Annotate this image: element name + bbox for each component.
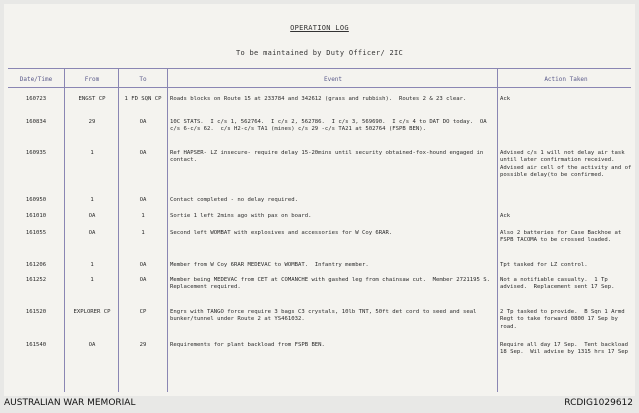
header-top-rule xyxy=(8,68,631,69)
row-event: Contact completed - no delay required. xyxy=(170,197,298,203)
row-date-time: 160834 xyxy=(25,119,47,125)
page-title: OPERATION LOG xyxy=(290,24,349,32)
row-event: Member from W Coy 6RAR MEDEVAC to WOMBAT. Infantry member. xyxy=(170,262,369,268)
header-from: From xyxy=(84,76,100,83)
row-to: OA xyxy=(139,197,147,203)
row-from: 1 xyxy=(90,197,94,203)
row-event: Second left WOMBAT with explosives and accessories for W Coy 6RAR. xyxy=(170,230,393,236)
header-date-time: Date/Time xyxy=(19,76,53,83)
row-to: OA xyxy=(139,277,147,283)
row-date-time: 161520 xyxy=(25,309,47,315)
column-divider xyxy=(167,68,168,392)
row-event: Sortie 1 left 2mins ago with pax on board. xyxy=(170,213,312,219)
column-divider xyxy=(118,68,119,392)
row-date-time: 161540 xyxy=(25,342,47,348)
row-event: Ref HAPSER- LZ insecure- require delay 15-20mins until security obtained-fox-hound engaged in contact. xyxy=(170,150,487,164)
row-from: 1 xyxy=(90,277,94,283)
row-to: OA xyxy=(139,262,147,268)
row-date-time: 161055 xyxy=(25,230,47,236)
row-date-time: 160950 xyxy=(25,197,47,203)
row-to: OA xyxy=(139,119,147,125)
row-action: Also 2 batteries for Case Backhoe at FSPB TACOMA to be crossed loaded. xyxy=(500,230,625,244)
header-to: To xyxy=(139,76,147,83)
archive-reference: RCDIG1029612 xyxy=(564,398,633,408)
header-event: Event xyxy=(323,76,343,83)
row-to: CP xyxy=(139,309,147,315)
column-divider xyxy=(64,68,65,392)
row-date-time: 160723 xyxy=(25,96,47,102)
row-from: 1 xyxy=(90,262,94,268)
row-action: Ack xyxy=(500,96,511,102)
row-from: OA xyxy=(88,230,96,236)
row-to: 1 xyxy=(141,230,145,236)
row-from: ENGST CP xyxy=(78,96,106,102)
row-event: Roads blocks on Route 15 at 233784 and 342612 (grass and rubbish). Routes 2 & 23 clear. xyxy=(170,96,467,102)
row-from: EXPLORER CP xyxy=(73,309,111,315)
row-from: 29 xyxy=(88,119,96,125)
row-action: 2 Tp tasked to provide. B Sqn 1 Armd Regt to take forward 0800 17 Sep by road. xyxy=(500,309,628,330)
row-date-time: 161010 xyxy=(25,213,47,219)
row-action: Advised c/s 1 will not delay air task until later confirmation received. Advised air cell of the activity and of possible delay(to be confirmed. xyxy=(500,150,635,179)
row-date-time: 160935 xyxy=(25,150,47,156)
header-bottom-rule xyxy=(8,87,631,88)
row-event: 10C STATS. I c/s 1, 562764. I c/s 2, 562786. I c/s 3, 569690. I c/s 4 to DAT DO today. OA c/s 6-c/s 62. c/s H2-c/s TA1 (mines) c/s 29 -c/s TA21 at 502764 (FSPB BEN). xyxy=(170,119,490,133)
row-to: OA xyxy=(139,150,147,156)
row-date-time: 161206 xyxy=(25,262,47,268)
row-event: Requirements for plant backload from FSPB BEN. xyxy=(170,342,325,348)
row-to: 1 FD SQN CP xyxy=(124,96,162,102)
log-sheet xyxy=(4,4,635,396)
row-action: Require all day 17 Sep. Tent backload 18 Sep. Wil advise by 1315 hrs 17 Sep xyxy=(500,342,632,356)
header-action: Action Taken xyxy=(544,76,588,83)
row-from: OA xyxy=(88,342,96,348)
row-from: 1 xyxy=(90,150,94,156)
row-action: Ack xyxy=(500,213,511,219)
row-from: OA xyxy=(88,213,96,219)
row-date-time: 161252 xyxy=(25,277,47,283)
row-to: 1 xyxy=(141,213,145,219)
archive-credit: AUSTRALIAN WAR MEMORIAL xyxy=(4,398,136,408)
row-to: 29 xyxy=(139,342,147,348)
row-event: Engrs with TANGO force require 3 bags C3 crystals, 10lb TNT, 50ft det cord to seed and seal bunker/tunnel under Route 2 at YS461032. xyxy=(170,309,480,323)
row-action: Not a notifiable casualty. 1 Tp advised. Replacement sent 17 Sep. xyxy=(500,277,615,291)
row-action: Tpt tasked for LZ control. xyxy=(500,262,588,268)
page-subtitle: To be maintained by Duty Officer/ 2IC xyxy=(235,49,404,57)
row-event: Member being MEDEVAC from CET at COMANCHE with gashed leg from chainsaw cut. Member 2721195 S. Replacement required. xyxy=(170,277,497,291)
